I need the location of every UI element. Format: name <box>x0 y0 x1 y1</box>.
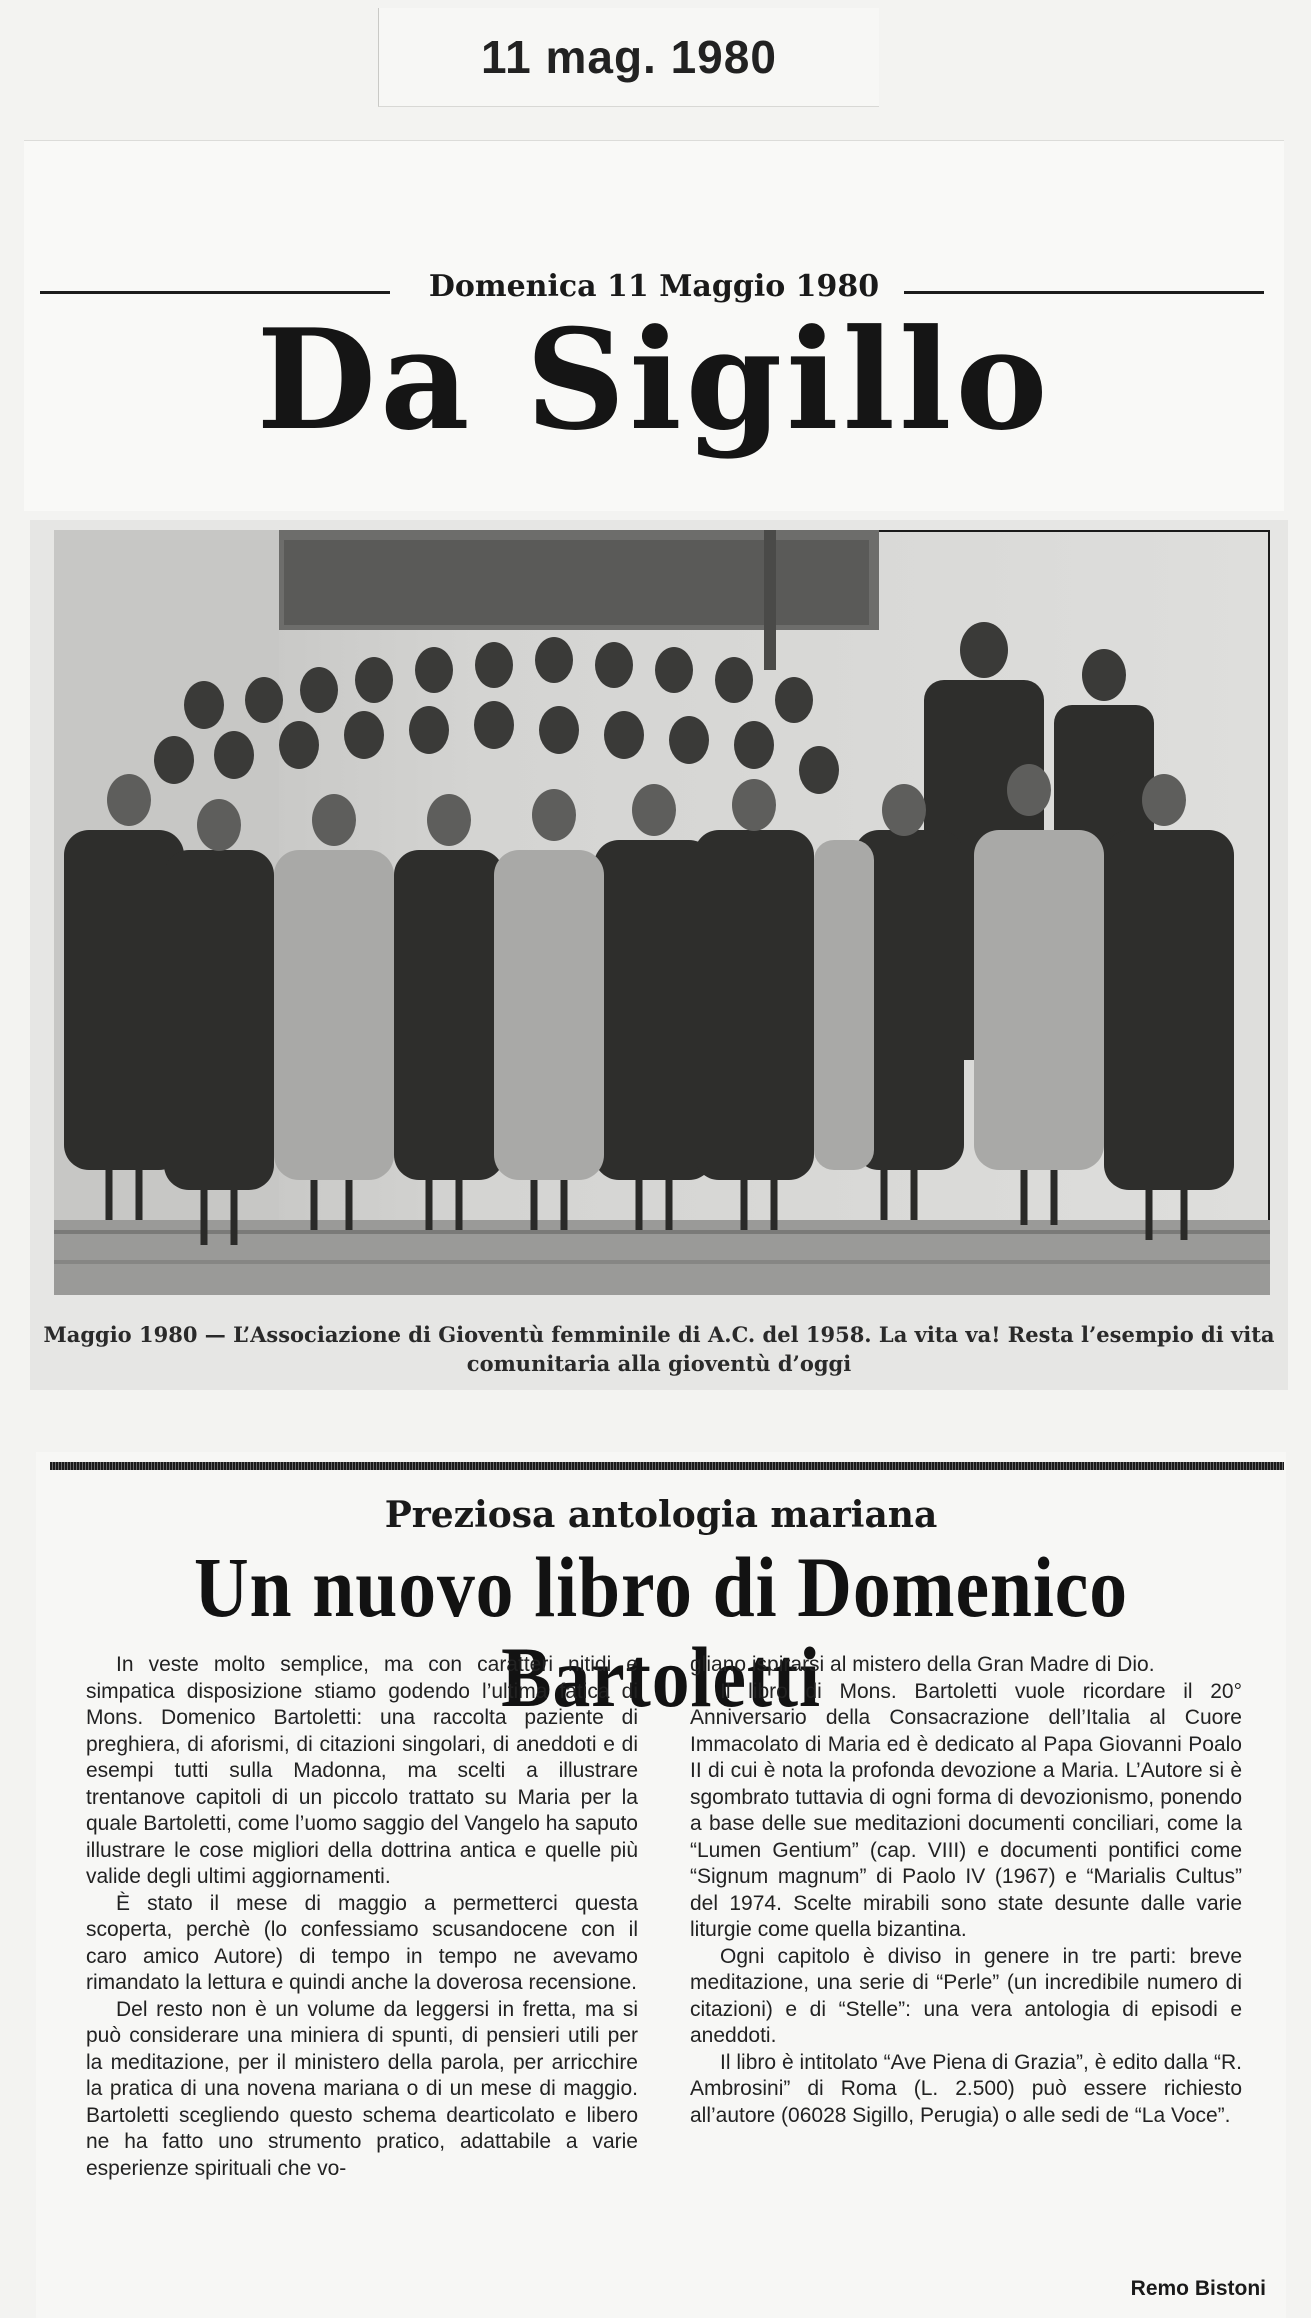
article-paragraph: Del resto non è un volume da leggersi in fretta, ma si può considerare una miniera di spunti, di pensieri utili per la meditazione, per il ministero della parola, per arricchire la pratica di una novena mariana o di un mese di maggio. Bartoletti scegliendo questo schema dearticolato e libero ne ha fatto uno strumento pratico, adattabile a varie esperienze spirituali che vo- <box>86 1997 638 2180</box>
clipping-date-stamp <box>378 8 879 107</box>
article-paragraph: Il libro di Mons. Bartoletti vuole ricordare il 20° Anniversario della Consacrazione dell’Italia al Cuore Immacolato di Maria ed è dedicato al Papa Giovanni Poalo II di cui è nota la profonda devozione a Maria. L’Autore si è sgombrato tuttavia di ogni forma di devozionismo, ponendo a base delle sue meditazioni documenti conciliari, come la “Lumen Gentium” (cap. VIII) e documenti pontifici come “Signum magnum” di Paolo IV (1967) e “Marialis Cultus” del 1974. Scelte mirabili sono state desunte dalle varie liturgie come quella bizantina. <box>690 1679 1242 1941</box>
article-headline: Un nuovo libro di Domenico Bartoletti <box>193 1539 1128 1726</box>
article-column-left <box>86 1652 638 2182</box>
masthead-date: Domenica 11 Maggio 1980 <box>428 269 880 304</box>
author-signature: Remo Bistoni <box>1130 2277 1266 2300</box>
article-paragraph: Il libro è intitolato “Ave Piena di Grazia”, è edito dalla “R. Ambrosini” di Roma (L. 2.500) può essere richiesto all’autore (06028 Sigillo, Perugia) o alle sedi de “La Voce”. <box>690 2050 1242 2127</box>
article-paragraph: In veste molto semplice, ma con caratteri nitidi e simpatica disposizione stiamo godendo l’ultima fatica di Mons. Domenico Bartoletti: una raccolta paziente di preghiera, di aforismi, di citazioni singolari, di aneddoti e di esempi tutti sulla Madonna, ma scelti a illustrare trentanove capitoli di un piccolo trattato su Maria per la quale Bartoletti, come l’uomo saggio del Vangelo ha saputo illustrare le cose migliori della dottrina antica e quelle più valide degli ultimi aggiornamenti. <box>86 1653 638 1888</box>
photo-block <box>30 520 1288 1390</box>
article <box>36 1452 1286 2318</box>
group-photograph <box>54 530 1270 1295</box>
masthead-title: Da Sigillo <box>256 298 1052 461</box>
article-paragraph: Ogni capitolo è diviso in genere in tre parti: breve meditazione, una serie di “Perle” (un incredibile numero di citazioni) e di “Stelle”: una vera antologia di episodi e aneddoti. <box>690 1944 1242 2047</box>
article-paragraph-continuation: gliano ispirarsi al mistero della Gran Madre di Dio. <box>690 1653 1155 1676</box>
clipping-date: 11 mag. 1980 <box>481 31 777 83</box>
photo-caption: Maggio 1980 — L’Associazione di Gioventù femminile di A.C. del 1958. La vita va! Resta l’esempio di vita comunitaria alla gioventù d’oggi <box>43 1322 1275 1376</box>
article-kicker: Preziosa antologia mariana <box>384 1494 938 1536</box>
article-column-right <box>690 1652 1242 2129</box>
masthead <box>24 140 1284 511</box>
article-top-rule <box>50 1462 1284 1470</box>
article-paragraph: È stato il mese di maggio a permetterci questa scoperta, perchè (lo confessiamo scusandocene con il caro amico Autore) di tempo in tempo ne avevamo rimandato la lettura e quindi anche la doverosa recensione. <box>86 1891 638 1994</box>
